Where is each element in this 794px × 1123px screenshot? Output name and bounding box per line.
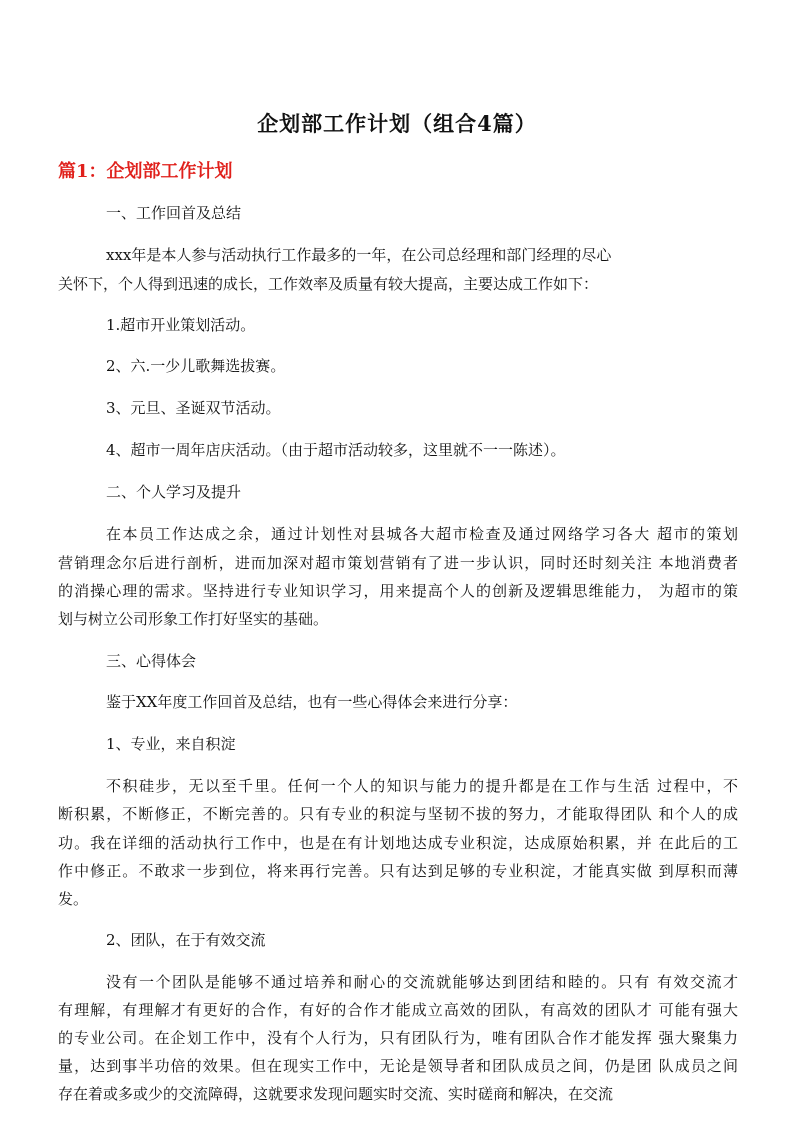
paragraph-line: 断积累，不断修正，不断完善的。只有专业的积淀与坚韧不拔的努力，才能取得团队 和个人的成 [58, 805, 738, 823]
heading-personal-learning: 二、个人学习及提升 [106, 483, 242, 501]
heading-work-review: 一、工作回首及总结 [106, 204, 242, 222]
paragraph-line: 划与树立公司形象工作打好坚实的基础。 [58, 610, 329, 628]
document-title: 企划部工作计划（组合4篇） [257, 111, 537, 136]
heading-experience: 三、心得体会 [106, 652, 197, 670]
paragraph-line: 的专业公司。在企划工作中，没有个人行为，只有团队行为，唯有团队合作才能发挥 强大聚集力 [58, 1029, 738, 1047]
list-item: 4、超市一周年店庆活动。（由于超市活动较多，这里就不一一陈述）。 [106, 441, 566, 459]
subheading-team: 2、团队，在于有效交流 [106, 931, 266, 949]
paragraph-line: 鉴于XX年度工作回首及总结，也有一些心得体会来进行分享： [106, 693, 518, 711]
paragraph-line: 量，达到事半功倍的效果。但在现实工作中，无论是领导者和团队成员之间，仍是团 队成员之间 [58, 1057, 738, 1075]
paragraph-line: 作中修正。不敢求一步到位，将来再行完善。只有达到足够的专业积淀，才能真实做 到厚积而薄 [58, 862, 738, 880]
paragraph-line: 关怀下，个人得到迅速的成长，工作效率及质量有较大提高，主要达成工作如下： [58, 275, 599, 293]
paragraph-line: 在本员工作达成之余，通过计划性对县城各大超市检查及通过网络学习各大 超市的策划 [106, 525, 738, 543]
subheading-professional: 1、专业，来自积淀 [106, 735, 236, 753]
paragraph-line: 不积硅步，无以至千里。任何一个人的知识与能力的提升都是在工作与生活 过程中，不 [106, 777, 738, 795]
list-item: 3、元旦、圣诞双节活动。 [106, 399, 281, 417]
paragraph-line: 营销理念尔后进行剖析，进而加深对超市策划营销有了进一步认识，同时还时刻关注 本地消费者 [58, 554, 738, 572]
section-title: 篇1：企划部工作计划 [58, 161, 233, 182]
paragraph-line: 有理解，有理解才有更好的合作，有好的合作才能成立高效的团队，有高效的团队才 可能有强大 [58, 1001, 738, 1019]
paragraph-line: xxx年是本人参与活动执行工作最多的一年，在公司总经理和部门经理的尽心 [106, 246, 612, 264]
list-item: 1.超市开业策划活动。 [106, 316, 256, 334]
list-item: 2、六.一少儿歌舞选拔赛。 [106, 357, 286, 375]
paragraph-line: 功。我在详细的活动执行工作中，也是在有计划地达成专业积淀，达成原始积累，并 在此后的工 [58, 834, 738, 852]
paragraph-line: 的消操心理的需求。坚持进行专业知识学习，用来提高个人的创新及逻辑思维能力， 为超市的策 [58, 582, 738, 600]
paragraph-line: 存在着或多或少的交流障碍，这就要求发现问题实时交流、实时磋商和解决，在交流 [58, 1085, 614, 1103]
paragraph-line: 没有一个团队是能够不通过培养和耐心的交流就能够达到团结和睦的。只有 有效交流才 [106, 973, 738, 991]
paragraph-line: 发。 [58, 890, 89, 908]
